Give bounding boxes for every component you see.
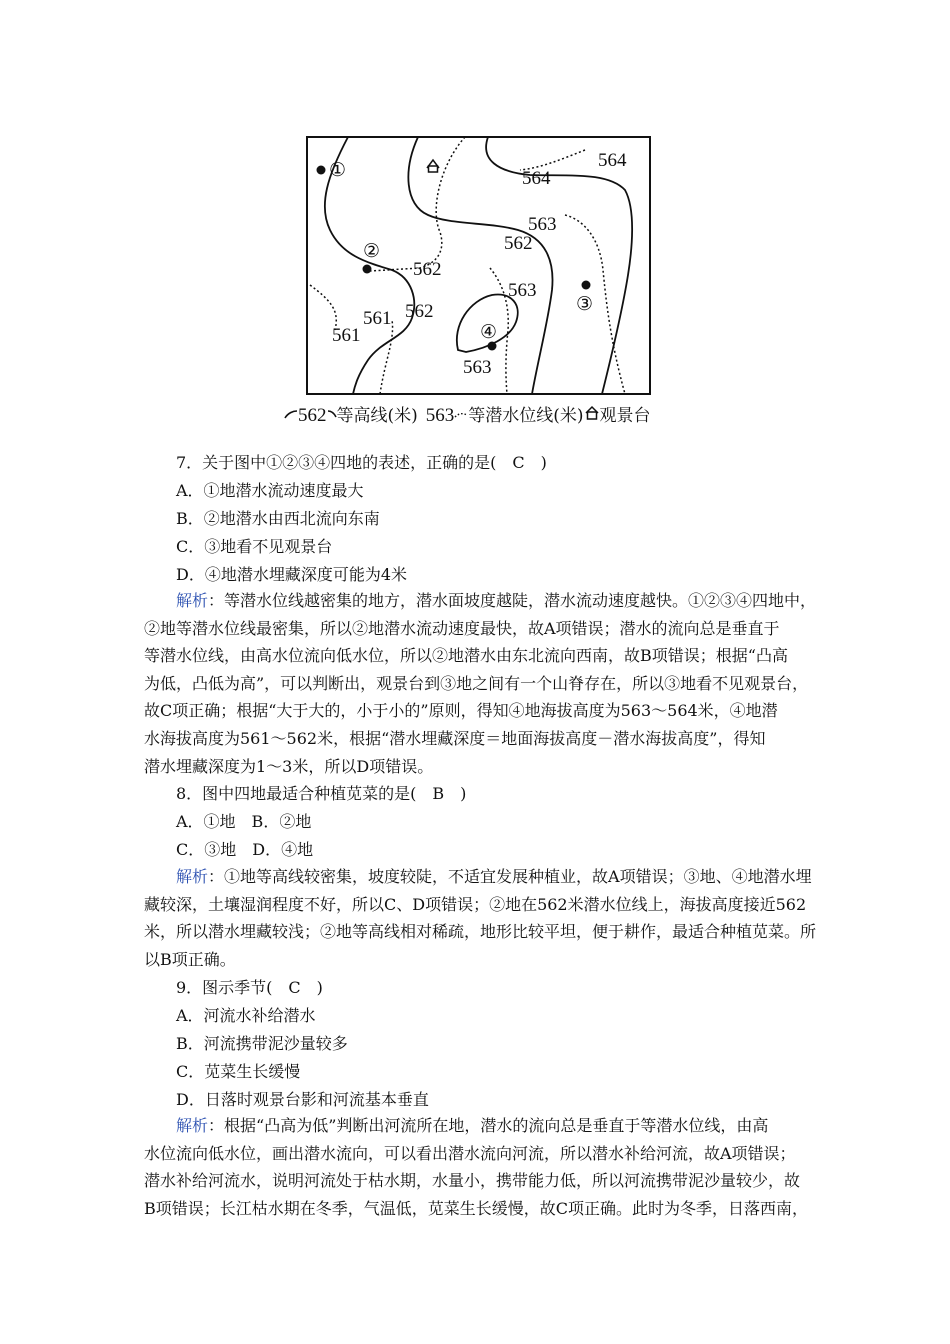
q8-options-cd: C．③地 D．④地 xyxy=(176,840,314,859)
point-3-label: ③ xyxy=(576,293,594,315)
point-2-dot xyxy=(363,265,372,274)
lookout-icon xyxy=(427,160,439,172)
legend-water-value: 563 xyxy=(425,404,455,426)
analysis-line: B项错误；长江枯水期在冬季，气温低，苋菜生长缓慢，故C项正确。此时为冬季，日落西南， xyxy=(144,1198,809,1218)
q9-option-d: D．日落时观景台影和河流基本垂直 xyxy=(176,1090,429,1109)
analysis-line: 为低，凸低为高”，可以判断出，观景台到③地之间有一个山脊存在，所以③地看不见观景台， xyxy=(144,673,809,693)
point-2-label: ② xyxy=(363,240,381,262)
q9-analysis xyxy=(144,1112,819,1222)
point-1-label: ① xyxy=(329,159,347,181)
q7-option-d: D．④地潜水埋藏深度可能为4米 xyxy=(176,565,408,584)
q9-option-c: C．苋菜生长缓慢 xyxy=(176,1062,301,1081)
analysis-line: 故C项正确；根据“大于大的，小于小的”原则，得知④地海拔高度为563～564米，④地潜 xyxy=(144,701,778,721)
map-legend xyxy=(284,401,724,429)
q9-stem: 9．图示季节( C ) xyxy=(176,978,323,997)
analysis-label: 解析 xyxy=(176,867,209,886)
analysis-line: 米，所以潜水埋藏较浅；②地等高线相对稀疏，地形比较平坦，便于耕作，最适合种植苋菜。所 xyxy=(144,922,817,942)
analysis-line: 潜水埋藏深度为1～3米，所以D项错误。 xyxy=(144,756,434,776)
q7-option-c: C．③地看不见观景台 xyxy=(176,537,333,556)
analysis-line: ：①地等高线较密集，坡度较陡，不适宜发展种植业，故A项错误；③地、④地潜水埋 xyxy=(208,867,812,886)
water-table-label: 561 xyxy=(363,308,392,329)
water-table-label: 564 xyxy=(598,150,627,171)
contour-line xyxy=(486,137,632,394)
analysis-line: 藏较深，土壤湿润程度不好，所以C、D项错误；②地在562米潜水位线上，海拔高度接近562 xyxy=(144,894,807,914)
point-3-dot xyxy=(582,281,591,290)
q9-option-a: A．河流水补给潜水 xyxy=(176,1006,316,1025)
legend-lookout-text: 观景台 xyxy=(599,405,651,426)
analysis-line: 水位流向低水位，画出潜水流向，可以看出潜水流向河流，所以潜水补给河流，故A项错误； xyxy=(144,1143,796,1163)
water-table-line xyxy=(565,215,625,394)
q7-option-b: B．②地潜水由西北流向东南 xyxy=(176,509,380,528)
q7-option-a: A．①地潜水流动速度最大 xyxy=(176,481,364,500)
water-table-label: 563 xyxy=(528,214,557,235)
legend-water-text: 等潜水位线(米) xyxy=(468,405,584,426)
map-border xyxy=(307,137,650,394)
water-table-line xyxy=(380,320,393,394)
q9-option-b: B．河流携带泥沙量较多 xyxy=(176,1034,348,1053)
analysis-line: ：等潜水位线越密集的地方，潜水面坡度越陡，潜水流动速度越快。①②③④四地中， xyxy=(208,591,817,610)
q8-options-ab: A．①地 B．②地 xyxy=(176,812,312,831)
contour-label: 562 xyxy=(413,259,442,280)
q8-analysis xyxy=(144,863,819,973)
contour-line-swatch xyxy=(284,402,298,430)
analysis-line: 水海拔高度为561～562米，根据“潜水埋藏深度＝地面海拔高度－潜水海拔高度”，得知 xyxy=(144,728,766,748)
analysis-line: ：根据“凸高为低”判断出河流所在地，潜水的流向总是垂直于等潜水位线，由高 xyxy=(208,1116,769,1135)
q7-analysis xyxy=(144,587,819,780)
contour-map xyxy=(280,125,720,435)
point-1-dot xyxy=(317,166,326,175)
analysis-label: 解析 xyxy=(176,591,209,610)
water-table-line xyxy=(310,285,336,330)
contour-label: 564 xyxy=(522,168,551,189)
water-table-line xyxy=(520,150,585,170)
legend-contour-text: 等高线(米) xyxy=(336,405,418,426)
water-table-label: 563 xyxy=(508,280,537,301)
point-4-label: ④ xyxy=(480,321,498,343)
water-table-line xyxy=(370,137,465,271)
lookout-legend-icon xyxy=(584,402,600,430)
q8-stem: 8．图中四地最适合种植苋菜的是( B ) xyxy=(176,784,467,803)
contour-line-swatch-end xyxy=(327,402,337,430)
legend-contour-value: 562 xyxy=(298,404,327,426)
analysis-label: 解析 xyxy=(176,1116,209,1135)
water-table-label: 562 xyxy=(504,233,533,254)
contour-label: 561 xyxy=(332,325,361,346)
contour-label: 562 xyxy=(405,301,434,322)
q7-stem: 7．关于图中①②③④四地的表述，正确的是( C ) xyxy=(176,453,547,472)
analysis-line: ②地等潜水位线最密集，所以②地潜水流动速度最快，故A项错误；潜水的流向总是垂直于 xyxy=(144,618,780,638)
water-line-swatch xyxy=(454,402,468,430)
analysis-line: 以B项正确。 xyxy=(144,949,236,969)
analysis-line: 等潜水位线，由高水位流向低水位，所以②地潜水由东北流向西南，故B项错误；根据“凸高 xyxy=(144,646,788,666)
analysis-line: 潜水补给河流水，说明河流处于枯水期，水量小，携带能力低，所以河流携带泥沙量较少，故 xyxy=(144,1171,801,1191)
contour-label: 563 xyxy=(463,357,492,378)
